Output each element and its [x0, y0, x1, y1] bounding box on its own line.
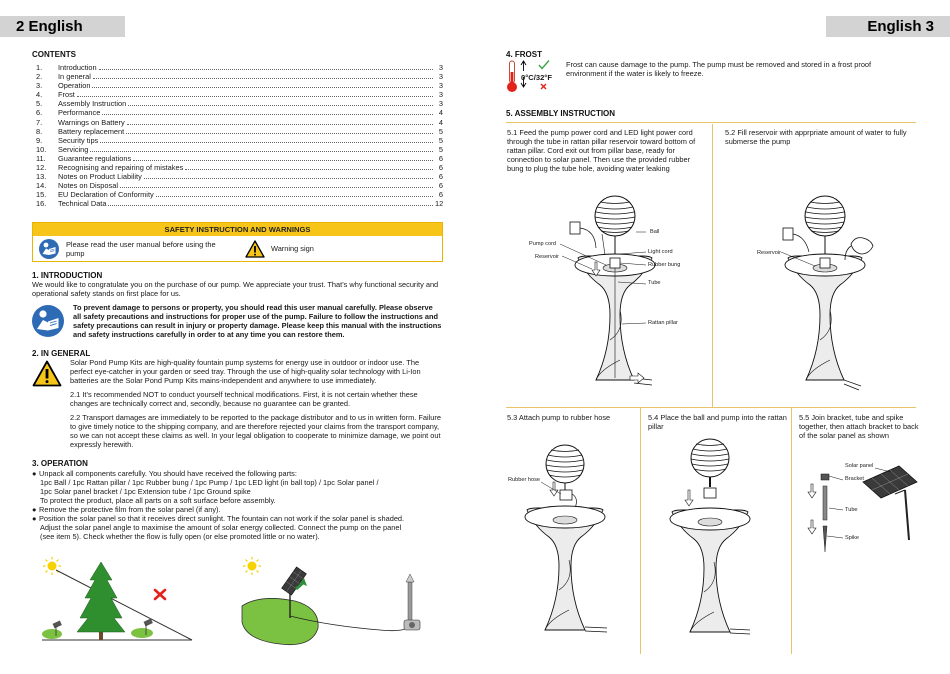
toc-leader — [120, 182, 433, 188]
frost-text: Frost can cause damage to the pump. The pump must be removed and stored in a frost proof environment if the water is likely to freeze. — [566, 60, 872, 79]
warning-icon — [245, 240, 265, 258]
toc-row — [36, 99, 443, 108]
step-5-3-text: 5.3 Attach pump to rubber hose — [507, 413, 611, 422]
step-5-5-illustration — [805, 458, 925, 578]
step-5-4-illustration — [660, 432, 780, 648]
check-icon — [539, 61, 549, 69]
toc-number: 5. — [36, 99, 43, 109]
toc-number: 12. — [36, 163, 47, 173]
operation-heading: 3. OPERATION — [32, 459, 88, 468]
frost-temperature: 0°C/32°F — [521, 73, 552, 82]
introduction-heading: 1. INTRODUCTION — [32, 271, 103, 280]
toc-page: 6 — [438, 190, 443, 200]
label-rubber-hose: Rubber hose — [508, 477, 541, 483]
toc-page: 3 — [438, 99, 443, 109]
general-paragraph-2: 2.1 It’s recommended NOT to conduct yourself technical modifications. First, it is not certain whether these changes are technically correct and, secondly, because no guarantee can be granted. — [70, 390, 418, 409]
toc-leader — [127, 119, 433, 125]
page-header-right — [826, 16, 950, 37]
operation-position-line-3: (see item 5). Check whether the flow is fully open (or else promoted little or no water). — [40, 532, 320, 542]
toc-page: 5 — [438, 135, 443, 145]
sun-icon — [243, 557, 261, 575]
toc-title: Security tips — [58, 135, 99, 145]
toc-title: Frost — [58, 90, 75, 100]
toc-leader — [100, 137, 433, 143]
step-5-4-text: 5.4 Place the ball and pump into the rattan pillar — [648, 413, 787, 432]
list-item: ● Position the solar panel so that it receives direct sunlight. The fountain can not work if the solar panel is shaded. — [32, 514, 405, 524]
toc-row — [36, 63, 443, 72]
toc-number: 15. — [36, 190, 47, 200]
label-solar-panel: Solar panel — [845, 463, 874, 469]
toc-row — [36, 136, 443, 145]
table-of-contents — [36, 63, 443, 209]
toc-leader — [77, 91, 433, 97]
toc-title: Recognising and repairing of mistakes — [58, 163, 184, 173]
toc-title: Notes on Product Liability — [58, 172, 142, 182]
toc-title: Operation — [58, 81, 91, 91]
sun-icon — [43, 557, 61, 575]
warning-icon-large — [32, 360, 62, 387]
toc-number: 13. — [36, 172, 47, 182]
toc-page: 5 — [438, 126, 443, 136]
toc-leader — [133, 155, 433, 161]
toc-page: 6 — [438, 181, 443, 191]
toc-title: Assembly Instruction — [58, 99, 127, 109]
toc-row — [36, 127, 443, 136]
step-5-1-illustration — [540, 190, 690, 400]
ball-icon — [805, 196, 845, 236]
toc-number: 14. — [36, 181, 47, 191]
safety-box — [32, 222, 443, 262]
toc-page: 3 — [438, 90, 443, 100]
operation-list — [32, 469, 443, 541]
step-5-2-text: 5.2 Fill reservoir with apprpriate amount of water to fully submerse the pump — [725, 128, 907, 147]
operation-parts-line-2: 1pc Solar panel bracket / 1pc Extension tube / 1pc Ground spike — [40, 487, 251, 497]
assembly-heading: 5. ASSEMBLY INSTRUCTION — [506, 109, 616, 118]
toc-page: 3 — [438, 72, 443, 82]
toc-number: 7. — [36, 117, 43, 127]
ball-icon — [595, 196, 635, 236]
label-tube-5-5: Tube — [845, 507, 858, 513]
toc-page: 3 — [438, 63, 443, 72]
general-paragraph-1: Solar Pond Pump Kits are high-quality fountain pump systems for energy use in outdoor or indoor use. The perfect eye-catcher in your garden or seed tray. Through the use of high-quality solar technology with Li-Ion batteries are the Solar Pond Pump Kits mains-independent and anywhere to use immediately. — [70, 358, 421, 386]
label-pump-cord: Pump cord — [529, 241, 557, 247]
read-manual-text: Please read the user manual before using the pump — [66, 240, 216, 259]
toc-title: Warnings on Battery — [58, 117, 125, 127]
ball-icon — [546, 445, 584, 483]
label-rubber-bung: Rubber bung — [648, 262, 681, 268]
page-number-right: English 3 — [867, 18, 934, 35]
toc-row — [36, 108, 443, 117]
toc-page: 6 — [438, 163, 443, 173]
tree-icon — [77, 562, 125, 640]
toc-page: 12 — [435, 199, 444, 209]
operation-position-line-2: Adjust the solar panel angle to maximise the amount of solar energy collected. Connect the pump on the panel — [40, 523, 402, 533]
toc-row — [36, 81, 443, 90]
toc-page: 4 — [438, 108, 443, 118]
toc-number: 11. — [36, 153, 46, 163]
toc-leader — [92, 82, 433, 88]
label-light-cord: Light cord — [648, 249, 673, 255]
toc-title: Technical Data — [58, 199, 107, 209]
label-reservoir-5-2: Reservoir — [757, 250, 781, 256]
step-5-1-text: 5.1 Feed the pump power cord and LED light power cord through the tube in rattan pillar reservoir toward bottom of rattan pillar. Cord exit out from pillar base, ready for connection to solar panel. Then use the provided rubber bung to plug the tube hole, avoiding water leaking — [507, 128, 696, 174]
safety-heading: SAFETY INSTRUCTION AND WARNINGS — [33, 223, 442, 236]
toc-leader — [108, 200, 433, 206]
toc-number: 9. — [36, 135, 43, 145]
toc-row — [36, 118, 443, 127]
toc-row — [36, 190, 443, 199]
introduction-text: We would like to congratulate you on the purchase of our pump. We appreciate your trust. That’s why functional security and operational safety stands on first place for us. — [32, 280, 439, 299]
general-paragraph-3: 2.2 Transport damages are immediately to be reported to the package distributor and to us in written form. Failure to give timely notice to the shipping company, and are therefore rejected your claims from the transport company, so we can not accept these claims as well. In your legal obligation to cooperate to minimize damage, we point out expressly herewith. — [70, 413, 441, 450]
read-manual-icon-large — [32, 305, 64, 337]
toc-title: Performance — [58, 108, 101, 118]
toc-number: 6. — [36, 108, 43, 118]
introduction-warning-text: To prevent damage to persons or property, you should read this user manual carefully. Please observe all safety precautions and instructions for proper use of the pump. Failure to follow the instructions and safety precautions can result in injury or property damage. Please keep this manual with the instructions and safety instructions carefully in order to at any time you can restore them. — [73, 303, 442, 340]
label-tube: Tube — [648, 280, 661, 286]
sun-position-illustration — [38, 556, 198, 646]
contents-heading: CONTENTS — [32, 50, 76, 59]
toc-title: Guarantee regulations — [58, 153, 132, 163]
toc-leader — [99, 64, 433, 70]
toc-row — [36, 72, 443, 81]
toc-page: 3 — [438, 81, 443, 91]
toc-number: 10. — [36, 144, 47, 154]
general-heading: 2. IN GENERAL — [32, 349, 91, 358]
frost-heading: 4. FROST — [506, 50, 543, 59]
panel-divider-vertical-bottom-right — [791, 408, 792, 654]
read-manual-icon — [39, 239, 59, 259]
toc-title: Battery replacement — [58, 126, 125, 136]
page-header-left — [0, 16, 125, 37]
label-spike: Spike — [845, 535, 859, 541]
step-5-3-illustration — [515, 438, 635, 648]
toc-number: 16. — [36, 199, 47, 209]
toc-row — [36, 172, 443, 181]
toc-leader — [144, 173, 433, 179]
toc-number: 8. — [36, 126, 43, 136]
panel-divider-vertical-bottom-left — [640, 408, 641, 654]
step-5-2-illustration — [765, 190, 905, 400]
cross-icon — [541, 84, 546, 89]
toc-row — [36, 163, 443, 172]
toc-title: Servicing — [58, 144, 89, 154]
operation-parts-line-3: To protect the product, place all parts on a soft surface before assembly. — [40, 496, 276, 506]
operation-parts-line-1: 1pc Ball / 1pc Rattan pillar / 1pc Rubber bung / 1pc Pump / 1pc LED light (in ball top) / 1pc Solar panel / — [40, 478, 379, 488]
label-reservoir: Reservoir — [535, 254, 559, 260]
toc-row — [36, 90, 443, 99]
solar-panel-connection-illustration — [240, 556, 445, 651]
toc-row — [36, 199, 443, 208]
toc-number: 2. — [36, 72, 43, 82]
list-item: ● Unpack all components carefully. You should have received the following parts: — [32, 469, 297, 478]
label-ball: Ball — [650, 229, 660, 235]
toc-title: EU Declaration of Conformity — [58, 190, 154, 200]
toc-leader — [185, 164, 433, 170]
toc-leader — [102, 109, 433, 115]
toc-title: In general — [58, 72, 91, 82]
label-rattan-pillar: Rattan pillar — [648, 320, 678, 326]
toc-leader — [90, 146, 433, 152]
toc-leader — [126, 128, 433, 134]
step-5-5-text: 5.5 Join bracket, tube and spike together, then attach bracket to back of the solar panel as shown — [799, 413, 919, 441]
ball-icon — [691, 439, 729, 477]
page-number-left: 2 English — [16, 18, 83, 35]
toc-leader — [156, 191, 433, 197]
toc-number: 3. — [36, 81, 43, 91]
assembly-divider — [506, 122, 916, 123]
toc-leader — [93, 73, 433, 79]
toc-row — [36, 145, 443, 154]
toc-page: 5 — [438, 144, 443, 154]
cross-icon — [155, 590, 165, 599]
solar-panel-icon — [863, 466, 917, 498]
warning-sign-text: Warning sign — [271, 244, 314, 253]
toc-page: 4 — [438, 117, 443, 127]
toc-row — [36, 181, 443, 190]
toc-page: 6 — [438, 172, 443, 182]
panel-divider-vertical-top — [712, 124, 713, 407]
list-item: ● Remove the protective film from the solar panel (if any). — [32, 505, 221, 515]
toc-row — [36, 154, 443, 163]
panel-divider-horizontal — [506, 407, 916, 408]
toc-page: 6 — [438, 153, 443, 163]
toc-title: Introduction — [58, 63, 97, 72]
toc-title: Notes on Disposal — [58, 181, 118, 191]
label-bracket: Bracket — [845, 476, 864, 482]
toc-leader — [128, 100, 433, 106]
toc-number: 4. — [36, 90, 43, 100]
toc-number: 1. — [36, 63, 43, 72]
